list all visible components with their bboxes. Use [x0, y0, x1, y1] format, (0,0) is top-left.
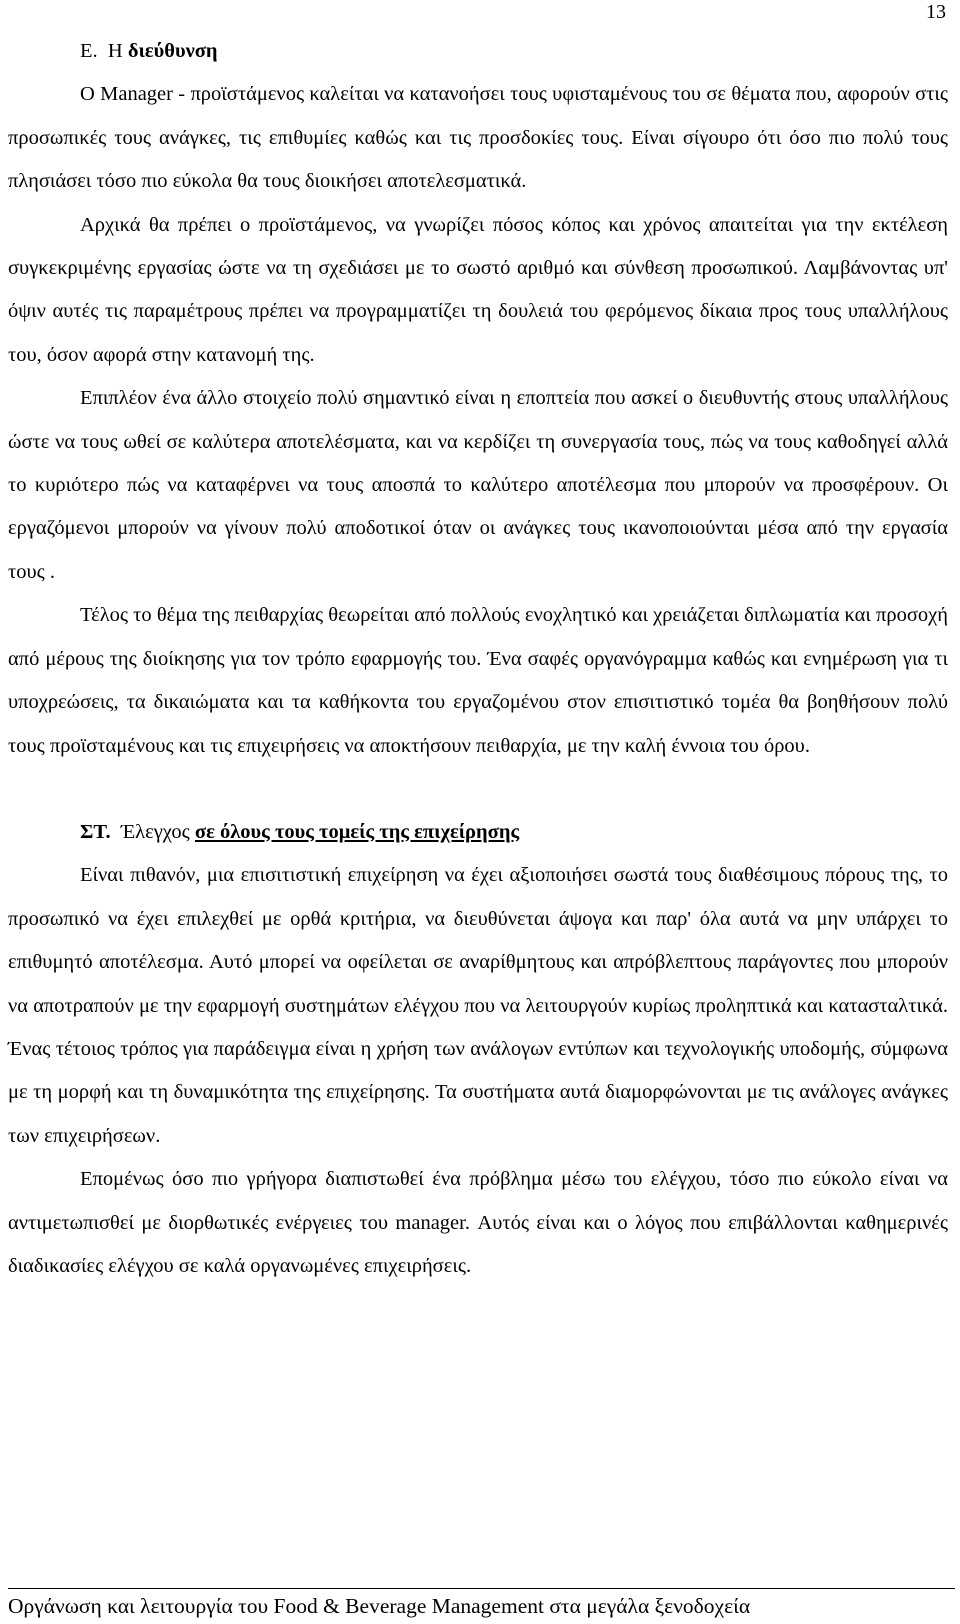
paragraph: Τέλος το θέμα της πειθαρχίας θεωρείται από πολλούς ενοχλητικό και χρειάζεται διπλωματία και προσοχή από μέρους της διοίκησης για τον τρόπο εφαρμογής του. Ένα σαφές οργανόγραμμα καθώς και ενημέρωση για τι υποχρεώσεις, τα δικαιώματα και τα καθήκοντα του εργαζομένου στον επισιτιστικό τομέα θα βοηθήσουν πολύ τους προϊσταμένους και τις επιχειρήσεις να αποκτήσουν πειθαρχία, με την καλή έννοια του όρου.: [8, 604, 948, 757]
section-label: Ε.: [80, 40, 98, 62]
section-heading: [8, 811, 948, 854]
footer-divider: [8, 1588, 955, 1589]
section-title-bold: διεύθυνση: [127, 40, 218, 62]
paragraph: Είναι πιθανόν, μια επισιτιστική επιχείρηση να έχει αξιοποιήσει σωστά τους διαθέσιμους πόρους της, το προσωπικό να έχει επιλεχθεί με ορθά κριτήρια, να διευθύνεται άψογα και παρ' όλα αυτά να μην υπάρχει το επιθυμητό αποτέλεσμα. Αυτό μπορεί να οφείλεται σε αναρίθμητους και απρόβλεπτους παράγοντες που μπορούν να αποτραπούν με την εφαρμογή συστημάτων ελέγχου που να λειτουργούν κυρίως προληπτικά και κατασταλτικά. Ένας τέτοιος τρόπος για παράδειγμα είναι η χρήση των ανάλογων εντύπων και τεχνολογικής υποδομής, σύμφωνα με τη μορφή και τη δυναμικότητα της επιχείρησης. Τα συστήματα αυτά διαμορφώνονται με τις ανάλογες ανάγκες των επιχειρήσεων.: [8, 864, 948, 1147]
page-footer: Οργάνωση και λειτουργία του Food & Beverage Management στα μεγάλα ξενοδοχεία: [8, 1594, 751, 1618]
paragraph: Επιπλέον ένα άλλο στοιχείο πολύ σημαντικό είναι η εποπτεία που ασκεί ο διευθυντής στους υπαλλήλους ώστε να τους ωθεί σε καλύτερα αποτελέσματα, και να κερδίζει τη συνεργασία τους, πώς να τους καθοδηγεί αλλά το κυριότερο πώς να καταφέρνει να τους αποσπά το καλύτερο αποτέλεσμα που μπορούν να προσφέρουν. Οι εργαζόμενοι μπορούν να γίνουν πολύ αποδοτικοί όταν οι ανάγκες τους ικανοποιούνται μέσα από την εργασία τους .: [8, 387, 948, 583]
section-title-bold-underlined: σε όλους τους τομείς της επιχείρησης: [194, 820, 520, 843]
section-title-plain: Η: [107, 40, 128, 62]
document-body: [8, 30, 948, 1288]
paragraph: Επομένως όσο πιο γρήγορα διαπιστωθεί ένα πρόβλημα μέσω του ελέγχου, τόσο πιο εύκολο είναι να αντιμετωπισθεί με διορθωτικές ενέργειες του manager. Αυτός είναι και ο λόγος που επιβάλλονται καθημερινές διαδικασίες ελέγχου σε καλά οργανωμένες επιχειρήσεις.: [8, 1168, 948, 1277]
section-title-plain: Έλεγχος: [120, 820, 195, 843]
paragraph: Αρχικά θα πρέπει ο προϊστάμενος, να γνωρίζει πόσος κόπος και χρόνος απαιτείται για την εκτέλεση συγκεκριμένης εργασίας ώστε να τη σχεδιάσει με το σωστό αριθμό και σύνθεση προσωπικού. Λαμβάνοντας υπ' όψιν αυτές τις παραμέτρους πρέπει να προγραμματίζει τη δουλειά του φερόμενος δίκαια προς τους υπαλλήλους του, όσον αφορά στην κατανομή της.: [8, 213, 948, 366]
paragraph: Ο Manager - προϊστάμενος καλείται να κατανοήσει τους υφισταμένους του σε θέματα που, αφορούν στις προσωπικές τους ανάγκες, τις επιθυμίες καθώς και τις προσδοκίες τους. Είναι σίγουρο ότι όσο πιο πολύ τους πλησιάσει τόσο πιο εύκολα θα τους διοικήσει αποτελεσματικά.: [8, 83, 948, 193]
page-number: 13: [926, 1, 946, 23]
section-label: ΣΤ.: [80, 820, 111, 843]
section-heading: [8, 30, 948, 73]
section-e: [8, 30, 948, 768]
section-st: [8, 811, 948, 1288]
